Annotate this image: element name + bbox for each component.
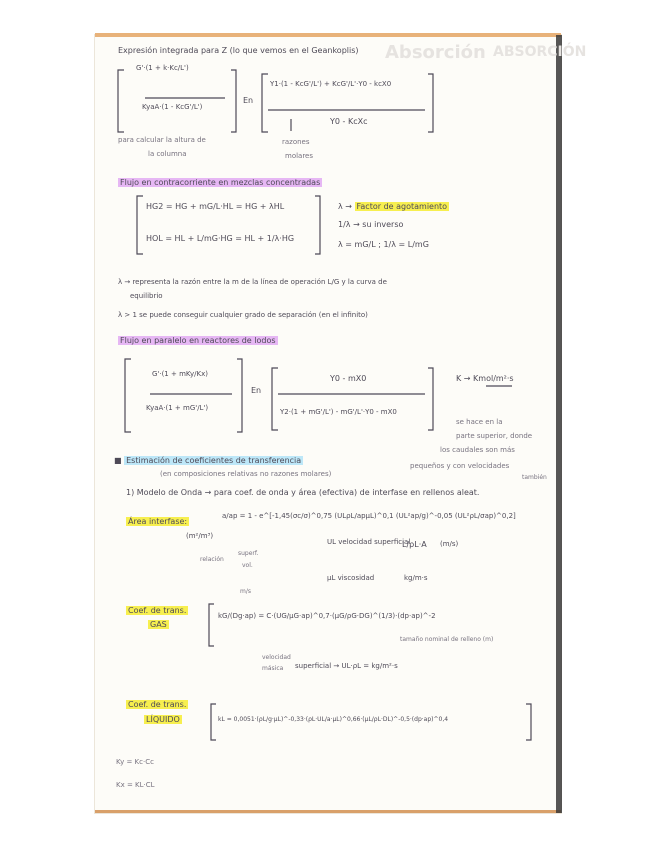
bracket-right (428, 74, 433, 132)
s3-note-3: los caudales son más (440, 446, 515, 454)
s1-fraction-numerator: G'·(1 + k·Kc/L') (136, 64, 189, 72)
s2-lambda-def: λ = mG/L ; 1/λ = L/mG (338, 240, 429, 249)
s4-vel-1: velocidad (262, 654, 291, 661)
s4-model: 1) Modelo de Onda → para coef. de onda y área (efectiva) de interfase en rellenos aleat. (126, 488, 480, 497)
s4-gas-label (126, 606, 188, 615)
s4-title (114, 456, 303, 465)
s4-ul-formula: L/ρL·A (402, 540, 427, 549)
s1-note-left-2: la columna (148, 150, 187, 158)
bracket-right (231, 70, 236, 132)
s4-liq-label-1: Coef. de trans. (128, 700, 187, 709)
s4-mu-label: μL viscosidad (327, 574, 375, 582)
s1-ln-label: En (243, 96, 254, 105)
s3-note-5: también (522, 474, 547, 481)
s3-log-denominator: Y2·(1 + mG'/L') - mG'/L'·Y0 - mX0 (280, 408, 397, 416)
s4-title-text: Estimación de coeficientes de transferencia (126, 456, 302, 465)
bracket-right (526, 704, 531, 740)
bracket-left (262, 74, 268, 132)
bracket-left (137, 196, 143, 254)
s1-note-mid-1: razones (282, 138, 310, 146)
s3-note-1: se hace en la (456, 418, 503, 426)
s4-gas-label-line2 (148, 620, 169, 629)
s4-subtitle: (en composiciones relativas no razones molares) (160, 470, 332, 478)
s3-title (118, 336, 278, 345)
s3-k-definition: K → Kmol/m²·s (456, 374, 514, 383)
s3-fraction-numerator: G'·(1 + mKy/Kx) (152, 370, 208, 378)
s4-gas-label-2: GAS (150, 620, 167, 629)
s4-relacion: relación (200, 556, 224, 563)
s3-title-text: Flujo en paralelo en reactores de lodos (120, 336, 276, 345)
s1-note-left-1: para calcular la altura de (118, 136, 206, 144)
s4-vel-2: másica (262, 665, 284, 672)
s4-area-label (126, 517, 189, 526)
s3-fraction-denominator: KyaA·(1 + mG'/L') (146, 404, 209, 412)
s4-mu-units: kg/m·s (404, 574, 428, 582)
bracket-left (209, 604, 214, 646)
s2-inverse: 1/λ → su inverso (338, 220, 404, 229)
s3-note-2: parte superior, donde (456, 432, 533, 440)
s3-note-4: pequeños y con velocidades (410, 462, 510, 470)
s2-rep-1: λ → representa la razón entre la m de la línea de operación L/G y la curva de (118, 278, 387, 286)
s4-area-formula: a/ap = 1 - e^[-1,45(σc/σ)^0,75 (ULρL/apμL)^0,1 (UL²ap/g)^-0,05 (UL²ρL/σap)^0,2] (222, 512, 516, 520)
bracket-right (237, 359, 242, 432)
s4-gas-formula: kG/(Dg·ap) = C·(UG/μG·ap)^0,7·(μG/ρG·DG)^(1/3)·(dp·ap)^-2 (218, 612, 436, 620)
s2-rep-3: λ > 1 se puede conseguir cualquier grado de separación (en el infinito) (118, 311, 368, 319)
s1-log-numerator: Y1·(1 - KcG'/L') + KcG'/L'·Y0 - kcX0 (270, 80, 392, 88)
bracket-left (211, 704, 216, 740)
s4-area-label-text: Área interfase: (128, 517, 188, 526)
show-through-text: Absorción (385, 42, 486, 63)
s4-liq-formula: kL = 0,0051·(ρL/g·μL)^-0,33·(ρL·UL/a·μL)^0,66·(μL/ρL·DL)^-0,5·(dp·ap)^0,4 (218, 716, 449, 723)
bullet-icon: ■ (114, 456, 125, 465)
s4-ky: Ky = Kc·Cc (116, 758, 154, 766)
show-through-text-2: ABSORCIÓN (493, 44, 587, 60)
s1-heading: Expresión integrada para Z (lo que vemos en el Geankoplis) (118, 46, 359, 55)
bracket-right (428, 368, 433, 430)
s4-superf: superf. (238, 550, 259, 557)
s1-log-denominator: Y0 - KcXc (330, 117, 368, 126)
bracket-left (125, 359, 131, 432)
bracket-left (272, 368, 278, 430)
bracket-left (118, 70, 124, 132)
s2-rep-2: equilibrio (130, 292, 163, 300)
s4-tam-note: tamaño nominal de relleno (m) (400, 636, 494, 643)
s4-ul-label: UL velocidad superficial (327, 538, 411, 546)
s2-eq-hg: HG2 = HG + mG/L·HL = HG + λHL (146, 202, 285, 211)
s4-liq-label-line2 (144, 715, 182, 724)
s3-log-numerator: Y0 - mX0 (330, 374, 367, 383)
s4-kx: Kx = KL·CL (116, 781, 155, 789)
s1-note-mid-2: molares (285, 152, 314, 160)
s4-liq-label-2: LÍQUIDO (146, 715, 180, 724)
s4-vol: vol. (242, 562, 253, 569)
s4-ul-units: (m/s) (440, 540, 459, 548)
s3-ln-label: En (251, 386, 262, 395)
s2-lambda-label: λ → (338, 202, 355, 211)
s4-liq-label (126, 700, 188, 709)
s2-title (118, 178, 322, 187)
s4-gas-label-1: Coef. de trans. (128, 606, 187, 615)
s4-ms: m/s (240, 588, 251, 595)
s2-lambda-highlight: Factor de agotamiento (356, 202, 448, 211)
s4-vel-3: superficial → UL·ρL = kg/m²·s (295, 662, 398, 670)
s2-eq-hol: HOL = HL + L/mG·HG = HL + 1/λ·HG (146, 234, 295, 243)
s2-lambda-line (338, 202, 449, 211)
bracket-right (315, 196, 320, 254)
s2-title-text: Flujo en contracorriente en mezclas concentradas (120, 178, 321, 187)
s4-area-units: (m²/m³) (186, 532, 214, 540)
s1-fraction-denominator: KyaA·(1 - KcG'/L') (142, 103, 203, 111)
